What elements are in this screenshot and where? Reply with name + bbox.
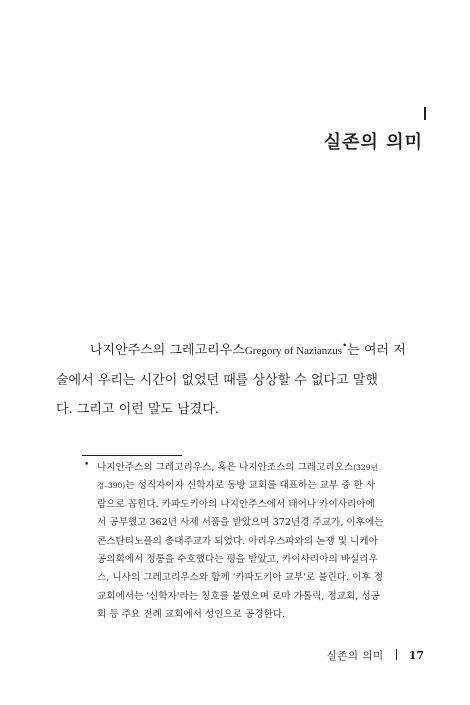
latin-name: Gregory of Nazianzus	[244, 345, 342, 357]
page-number: 17	[408, 649, 424, 662]
footnote-separator	[82, 455, 182, 456]
running-footer	[327, 648, 424, 663]
running-footer-title: 실존의 의미	[326, 650, 384, 662]
footnote-marker: •	[84, 460, 90, 470]
chapter-title: 실존의 의미	[323, 132, 423, 153]
body-line-3: 다. 그리고 이런 말도 남겼다.	[56, 402, 219, 417]
footnote-reference[interactable]: •	[341, 341, 348, 352]
body-line-2: 술에서 우리는 시간이 없었던 때를 상상할 수 없다고 말했	[56, 373, 378, 388]
chapter-marker-bar	[424, 107, 426, 120]
footnote-text: 나지안주스의 그레고리우스, 혹은 나지안조스의 그레고리오스(329년 경–390)는 성직자이자 신학자로 동방 교회를 대표하는 교부 중 한 사 람으로 꼽힌다. 카파도키아의 나지안주스에서 태어나 카이사리아에 서 공부했고 362년 사제 서품을 받았으며 372년경 주교가, 이후에는 콘스탄티노플의 총대주교가 되었다. 아리우스파와의 논쟁 및 니케아 공의회에서 정통을 수호했다는 평을 받았고, 카이사리아의 바실리우 스, 니사의 그레고리우스와 함께 '카파도키아 교부'로 불린다. 이후 정 교회에서는 '신학자'라는 칭호를 붙였으며 로마 가톨릭, 정교회, 성공 회 등 주요 전례 교회에서 성인으로 공경한다.	[97, 462, 384, 621]
body-line-1: 나지안주스의 그레고리우스Gregory of Nazianzus•는 여러 저	[90, 341, 406, 358]
body-paragraph	[56, 336, 428, 424]
footer-separator	[396, 649, 397, 660]
